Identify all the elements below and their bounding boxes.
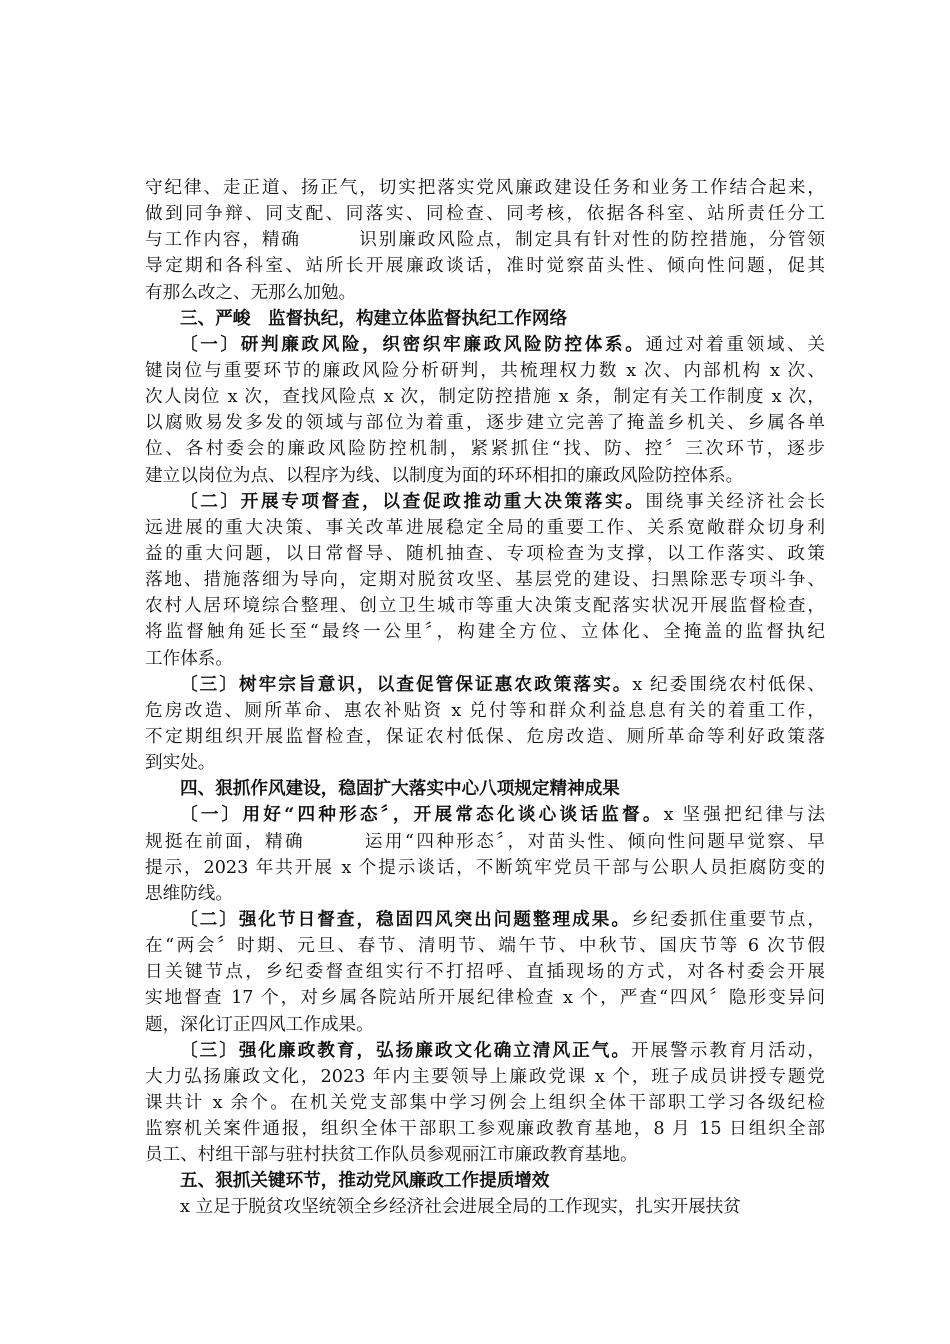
heading-text: 三、严峻 监督执纪，构建立体监督执纪工作网络 xyxy=(180,307,568,329)
text-line xyxy=(145,698,825,724)
line-text: 日关键节点，乡纪委督查组实行不打招呼、直插现场的方式，对各村委会开展 xyxy=(145,962,825,983)
document-body xyxy=(145,175,825,1221)
text-line xyxy=(145,280,825,306)
text-line xyxy=(145,959,825,985)
line-text: x 立足于脱贫攻坚统领全乡经济社会进展全局的工作现实，扎实开展扶贫 xyxy=(180,1197,741,1218)
line-text: 实地督查 17 个，对乡属各院站所开展纪律检查 x 个，严查“四风〞隐形变异问 xyxy=(145,988,825,1009)
heading-text: 五、狠抓关键环节，推动党风廉政工作提质增效 xyxy=(180,1170,550,1192)
text-line xyxy=(145,985,825,1011)
line-text: 工作体系。 xyxy=(145,648,233,669)
text-line xyxy=(145,1116,825,1142)
line-text: 建立以岗位为点、以程序为线、以制度为面的环环相扣的廉政风险防控体系。 xyxy=(145,465,744,486)
line-text: 将监督触角延长至“最终一公里〞，构建全方位、立体化、全掩盖的监督执纪 xyxy=(145,622,825,643)
text-line xyxy=(145,515,825,541)
text-line xyxy=(145,175,825,201)
text-line xyxy=(145,463,825,489)
line-text: 员工、村组干部与驻村扶贫工作队员参观丽江市廉政教育基地。 xyxy=(145,1145,638,1166)
text-line xyxy=(145,1064,825,1090)
lead-phrase: 〔三〕树牢宗旨意识，以查促管保证惠农政策落实。 xyxy=(180,673,633,695)
text-line xyxy=(145,489,825,515)
line-text: 位、各村委会的廉政风险防控机制，紧紧抓住“找、防、控〞三次环节，逐步 xyxy=(145,439,825,460)
line-text: 规挺在前面，精确 运用“四种形态〞，对苗头性、倾向性问题早觉察、早 xyxy=(145,831,825,852)
line-text: 到实处。 xyxy=(145,753,216,774)
line-text: 在“两会〞时期、元旦、春节、清明节、端午节、中秋节、国庆节等 6 次节假 xyxy=(145,936,825,957)
text-line xyxy=(145,646,825,672)
line-text: 开展警示教育月活动， xyxy=(630,1040,825,1061)
paragraph xyxy=(145,489,825,672)
lead-phrase: 〔一〕研判廉政风险，织密织牢廉政风险防控体系。 xyxy=(180,333,646,355)
text-line xyxy=(145,253,825,279)
line-text: 监察机关案件通报，组织全体干部职工参观廉政教育基地，8 月 15 日组织全部 xyxy=(145,1119,825,1140)
text-line xyxy=(145,1090,825,1116)
line-text: 乡纪委抓住重要节点， xyxy=(630,909,825,930)
line-text: 远进展的重大决策、事关改革进展稳定全局的重要工作、关系宽敞群众切身利 xyxy=(145,517,825,538)
paragraph xyxy=(145,907,825,1038)
text-line xyxy=(145,881,825,907)
line-text: 课共计 x 余个。在机关党支部集中学习例会上组织全体干部职工学习各级纪检 xyxy=(145,1092,825,1113)
section-heading xyxy=(145,1168,825,1194)
text-line xyxy=(145,410,825,436)
line-text: 以腐败易发多发的领域与部位为着重，逐步建立完善了掩盖乡机关、乡属各单 xyxy=(145,413,825,434)
line-text: 农村人居环境综合整理、创立卫生城市等重大决策支配落实状况开展监督检查， xyxy=(145,596,825,617)
text-line xyxy=(145,384,825,410)
paragraph xyxy=(145,672,825,777)
line-text: 有那么改之、无那么加勉。 xyxy=(145,282,357,303)
text-line xyxy=(145,1012,825,1038)
paragraph xyxy=(145,175,825,306)
text-line xyxy=(145,567,825,593)
text-line xyxy=(145,829,825,855)
text-line xyxy=(145,750,825,776)
text-line xyxy=(145,201,825,227)
text-line xyxy=(145,802,825,828)
line-text: 导定期和各科室、站所长开展廉政谈话，准时觉察苗头性、倾向性问题，促其 xyxy=(145,256,825,277)
text-line xyxy=(145,933,825,959)
line-text: 守纪律、走正道、扬正气，切实把落实党风廉政建设任务和业务工作结合起来， xyxy=(145,178,825,198)
text-line xyxy=(145,358,825,384)
line-text: 题，深化订正四风工作成果。 xyxy=(145,1014,374,1035)
line-text: 落地、措施落细为导向，定期对脱贫攻坚、基层党的建设、扫黑除恶专项斗争、 xyxy=(145,570,825,591)
text-line xyxy=(145,227,825,253)
heading-text: 四、狠抓作风建设，稳固扩大落实中心八项规定精神成果 xyxy=(180,778,620,800)
line-text: 通过对着重领域、关 xyxy=(645,334,825,355)
line-text: x 坚强把纪律与法 xyxy=(663,805,825,826)
line-text: 与工作内容，精确 识别廉政风险点，制定具有针对性的防控措施，分管领 xyxy=(145,230,825,251)
line-text: 危房改造、厕所革命、惠农补贴资 x 兑付等和群众利益息息有关的着重工作， xyxy=(145,700,825,721)
document-page xyxy=(145,175,825,1221)
line-text: x 纪委围绕农村低保、 xyxy=(632,674,825,695)
text-line xyxy=(145,1194,825,1220)
line-text: 次人岗位 x 次，查找风险点 x 次，制定防控措施 x 条，制定有关工作制度 x 次， xyxy=(145,387,825,408)
section-heading xyxy=(145,306,825,332)
text-line xyxy=(145,436,825,462)
text-line xyxy=(145,907,825,933)
text-line xyxy=(145,593,825,619)
text-line xyxy=(145,619,825,645)
lead-phrase: 〔二〕强化节日督查，稳固四风突出问题整理成果。 xyxy=(180,908,631,930)
line-text: 键岗位与重要环节的廉政风险分析研判，共梳理权力数 x 次、内部机构 x 次、 xyxy=(145,360,825,381)
text-line xyxy=(145,332,825,358)
line-text: 做到同争辩、同支配、同落实、同检查、同考核，依据各科室、站所责任分工 xyxy=(145,204,825,225)
lead-phrase: 〔一〕用好“四种形态〞，开展常态化谈心谈话监督。 xyxy=(180,804,664,826)
text-line xyxy=(145,724,825,750)
text-line xyxy=(145,541,825,567)
paragraph xyxy=(145,1038,825,1169)
text-line xyxy=(145,1142,825,1168)
line-text: 不定期组织开展监督检查，保证农村低保、危房改造、厕所革命等利好政策落 xyxy=(145,726,825,747)
line-text: 思维防线。 xyxy=(145,883,233,904)
line-text: 提示，2023 年共开展 x 个提示谈话，不断筑牢党员干部与公职人员拒腐防变的 xyxy=(145,857,825,878)
paragraph xyxy=(145,332,825,489)
line-text: 围绕事关经济社会长 xyxy=(645,491,825,512)
lead-phrase: 〔二〕开展专项督查，以查促政推动重大决策落实。 xyxy=(180,490,646,512)
paragraph xyxy=(145,1194,825,1220)
section-heading xyxy=(145,776,825,802)
text-line xyxy=(145,1038,825,1064)
text-line xyxy=(145,672,825,698)
line-text: 大力弘扬廉政文化，2023 年内主要领导上廉政党课 x 个，班子成员讲授专题党 xyxy=(145,1066,825,1087)
text-line xyxy=(145,855,825,881)
paragraph xyxy=(145,802,825,907)
lead-phrase: 〔三〕强化廉政教育，弘扬廉政文化确立清风正气。 xyxy=(180,1039,631,1061)
line-text: 益的重大问题，以日常督导、随机抽查、专项检查为支撑，以工作落实、政策 xyxy=(145,543,825,564)
